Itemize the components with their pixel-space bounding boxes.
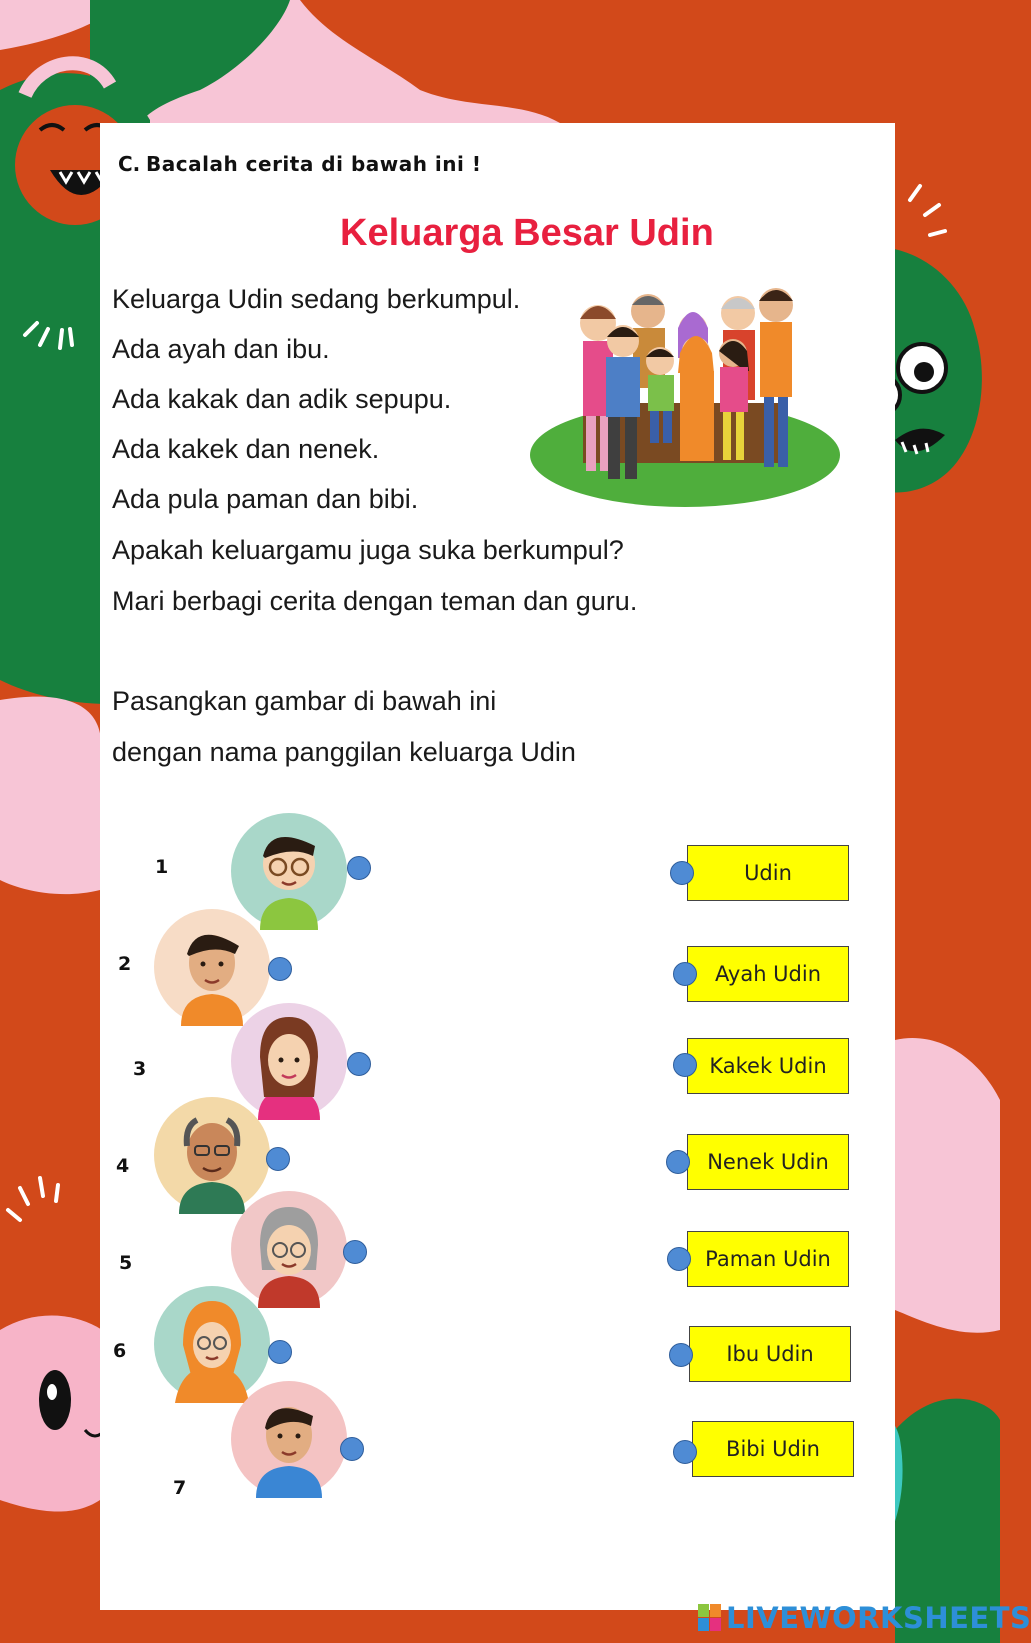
story-line: Mari berbagi cerita dengan teman dan guru. [112,586,638,616]
uncle-avatar [230,1380,348,1498]
picture-match-dot[interactable] [268,957,292,981]
picture-number: 3 [133,1058,147,1080]
story-line: Ada kakak dan adik sepupu. [112,384,452,414]
story-line: Ada ayah dan ibu. [112,334,330,364]
story-line: Ada kakek dan nenek. [112,434,380,464]
story-line: Ada pula paman dan bibi. [112,484,419,514]
task-line: dengan nama panggilan keluarga Udin [112,737,576,767]
name-match-dot[interactable] [669,1343,693,1367]
name-box-ayah-udin[interactable]: Ayah Udin [687,946,849,1002]
story-line: Apakah keluargamu juga suka berkumpul? [112,535,624,565]
name-box-ibu-udin[interactable]: Ibu Udin [689,1326,851,1382]
name-box-kakek-udin[interactable]: Kakek Udin [687,1038,849,1094]
name-match-dot[interactable] [670,861,694,885]
name-box-nenek-udin[interactable]: Nenek Udin [687,1134,849,1190]
story-line: Keluarga Udin sedang berkumpul. [112,284,521,314]
picture-match-dot[interactable] [340,1437,364,1461]
picture-match-dot[interactable] [266,1147,290,1171]
picture-match-dot[interactable] [268,1340,292,1364]
instruction-text: Bacalah cerita di bawah ini ! [146,152,482,176]
family-illustration [528,283,843,513]
liveworksheets-logo-icon [698,1604,722,1632]
task-line: Pasangkan gambar di bawah ini [112,686,497,716]
name-match-dot[interactable] [673,1053,697,1077]
picture-match-dot[interactable] [347,856,371,880]
name-match-dot[interactable] [667,1247,691,1271]
picture-number: 5 [119,1252,133,1274]
name-match-dot[interactable] [673,1440,697,1464]
picture-number: 6 [113,1340,127,1362]
picture-match-dot[interactable] [343,1240,367,1264]
picture-number: 4 [116,1155,130,1177]
page-title: Keluarga Besar Udin [340,212,714,254]
name-box-paman-udin[interactable]: Paman Udin [687,1231,849,1287]
picture-match-dot[interactable] [347,1052,371,1076]
picture-number: 1 [155,856,169,878]
watermark: LIVEWORKSHEETS [726,1601,1031,1635]
name-match-dot[interactable] [666,1150,690,1174]
name-box-bibi-udin[interactable]: Bibi Udin [692,1421,854,1477]
section-label: C. [118,152,141,176]
picture-number: 2 [118,953,132,975]
name-match-dot[interactable] [673,962,697,986]
picture-number: 7 [173,1477,187,1499]
name-box-udin[interactable]: Udin [687,845,849,901]
